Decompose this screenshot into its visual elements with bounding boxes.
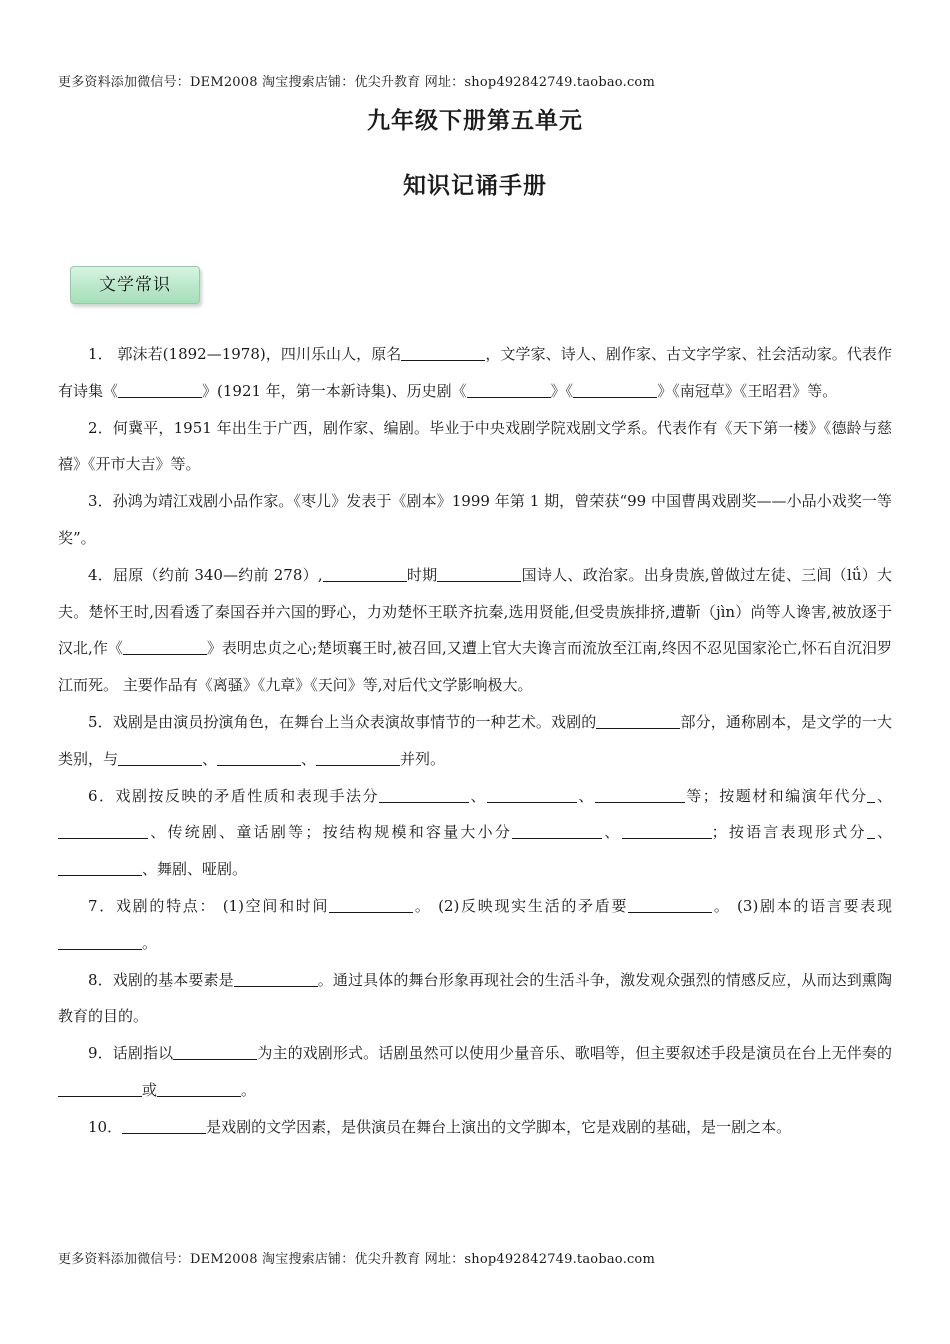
fill-blank[interactable] xyxy=(401,345,485,361)
fill-blank[interactable] xyxy=(58,1081,142,1097)
content-body xyxy=(58,336,892,1146)
page-footer: 更多资料添加微信号：DEM2008 淘宝搜索店铺：优尖升教育 网址：shop492842749.taobao.com xyxy=(58,1252,655,1267)
fill-blank[interactable] xyxy=(118,382,202,398)
text-segment: 、传统剧、童话剧等；按结构规模和容量大小分 xyxy=(148,823,513,842)
text-segment: 、 xyxy=(468,786,487,805)
fill-blank[interactable] xyxy=(487,787,577,803)
fill-blank[interactable] xyxy=(622,823,712,839)
text-segment: 、 xyxy=(874,823,892,842)
text-segment: 、 xyxy=(875,786,892,805)
text-segment: 9．话剧指以 xyxy=(88,1044,174,1063)
text-segment: 。 xyxy=(241,1080,257,1099)
text-segment: 。 xyxy=(142,933,158,952)
fill-blank[interactable] xyxy=(329,897,413,913)
fill-blank[interactable] xyxy=(58,823,148,839)
item-4 xyxy=(58,557,892,704)
fill-blank[interactable] xyxy=(173,1044,257,1060)
text-segment: 等；按题材和编演年代分 xyxy=(684,786,868,805)
text-segment: 6．戏剧按反映的矛盾性质和表现手法分 xyxy=(88,786,379,805)
text-segment: 7．戏剧的特点： (1)空间和时间 xyxy=(88,896,330,915)
fill-blank[interactable] xyxy=(118,750,202,766)
fill-blank[interactable] xyxy=(157,1081,241,1097)
item-2 xyxy=(58,410,892,484)
item-3 xyxy=(58,483,892,557)
text-segment: 2．何冀平，1951 年出生于广西，剧作家、编剧。毕业于中央戏剧学院戏剧文学系。代表作有《天下第一楼》《德龄与慈禧》《开市大吉》等。 xyxy=(58,418,892,474)
fill-blank[interactable] xyxy=(123,639,207,655)
text-segment: 。 (3)剧本的语言要表现 xyxy=(712,896,892,915)
text-segment: 、 xyxy=(301,749,317,768)
item-9 xyxy=(58,1035,892,1109)
text-segment: 、 xyxy=(602,823,622,842)
item-1 xyxy=(58,336,892,410)
page-subtitle: 知识记诵手册 xyxy=(403,173,547,199)
fill-blank[interactable] xyxy=(595,787,685,803)
item-8 xyxy=(58,962,892,1036)
fill-blank[interactable] xyxy=(437,566,521,582)
text-segment: 1． 郭沫若(1892—1978)，四川乐山人，原名 xyxy=(88,345,402,363)
fill-blank[interactable] xyxy=(316,750,400,766)
fill-blank[interactable] xyxy=(234,971,318,987)
item-5 xyxy=(58,704,892,778)
text-segment: 并列。 xyxy=(400,749,446,768)
page-title: 九年级下册第五单元 xyxy=(367,108,583,134)
text-segment: 时期 xyxy=(406,565,438,584)
text-segment: 。通过具体的舞台形象再现社会的生活斗争，激发观众强烈的情感反应，从而达到熏陶教育的目的。 xyxy=(58,970,892,1026)
fill-blank[interactable] xyxy=(596,713,680,729)
text-segment: 。 (2)反映现实生活的矛盾要 xyxy=(413,896,629,915)
text-segment: 3．孙鸿为靖江戏剧小品作家。《枣儿》发表于《剧本》1999 年第 1 期，曾荣获“99 中国曹禺戏剧奖——小品小戏奖一等奖”。 xyxy=(58,492,892,547)
text-segment: 、 xyxy=(576,786,595,805)
text-segment: 国诗人、政治家。出身贵族,曾做过左徒、三闾（lǘ）大夫。楚怀王时,因看透了秦国吞并六国的野心，力劝楚怀王联齐抗秦,选用贤能,但受贵族排挤,遭靳（jìn）尚等人谗害,被放逐于汉北,作《 xyxy=(58,565,892,658)
fill-blank[interactable] xyxy=(379,787,469,803)
page-header: 更多资料添加微信号：DEM2008 淘宝搜索店铺：优尖升教育 网址：shop492842749.taobao.com xyxy=(58,75,655,90)
text-segment: 10． xyxy=(88,1117,123,1136)
text-segment: 为主的戏剧形式。话剧虽然可以使用少量音乐、歌唱等，但主要叙述手段是演员在台上无伴奏的 xyxy=(257,1044,892,1063)
fill-blank[interactable] xyxy=(512,823,602,839)
text-segment: 、 xyxy=(202,749,218,768)
text-segment: 》《南冠草》《王昭君》等。 xyxy=(657,381,838,400)
text-segment: 5．戏剧是由演员扮演角色，在舞台上当众表演故事情节的一种艺术。戏剧的 xyxy=(88,712,597,731)
fill-blank[interactable] xyxy=(58,860,142,876)
item-6 xyxy=(58,778,892,888)
item-10 xyxy=(58,1109,892,1146)
text-segment: 或 xyxy=(142,1080,158,1099)
fill-blank[interactable] xyxy=(122,1118,206,1134)
text-segment: 》(1921 年，第一本新诗集)、历史剧《 xyxy=(202,381,467,400)
item-7 xyxy=(58,888,892,962)
section-label-literary-knowledge: 文学常识 xyxy=(70,266,200,304)
fill-blank[interactable] xyxy=(467,382,551,398)
fill-blank[interactable] xyxy=(867,823,875,839)
text-segment: ，文学家、诗人、剧作家、古文字学家、社会活动家。代表作有诗集《 xyxy=(58,345,892,400)
text-segment: 是戏剧的文学因素，是供演员在舞台上演出的文学脚本，它是戏剧的基础，是一剧之本。 xyxy=(206,1117,792,1136)
text-segment: 8．戏剧的基本要素是 xyxy=(88,970,234,989)
fill-blank[interactable] xyxy=(573,382,657,398)
fill-blank[interactable] xyxy=(217,750,301,766)
fill-blank[interactable] xyxy=(323,566,407,582)
text-segment: 、舞剧、哑剧。 xyxy=(142,860,248,879)
text-segment: 部分，通称剧本，是文学的一大类别，与 xyxy=(58,712,892,768)
text-segment: 4．屈原（约前 340—约前 278）, xyxy=(88,565,323,584)
text-segment: 》表明忠贞之心;楚顷襄王时,被召回,又遭上官大夫谗言而流放至江南,终因不忍见国家沦亡,怀石自沉汨罗江而死。 主要作品有《离骚》《九章》《天问》等,对后代文学影响极大。 xyxy=(58,639,892,695)
text-segment: ；按语言表现形式分 xyxy=(711,823,867,842)
fill-blank[interactable] xyxy=(628,897,712,913)
fill-blank[interactable] xyxy=(58,934,142,950)
text-segment: 》《 xyxy=(550,381,574,400)
